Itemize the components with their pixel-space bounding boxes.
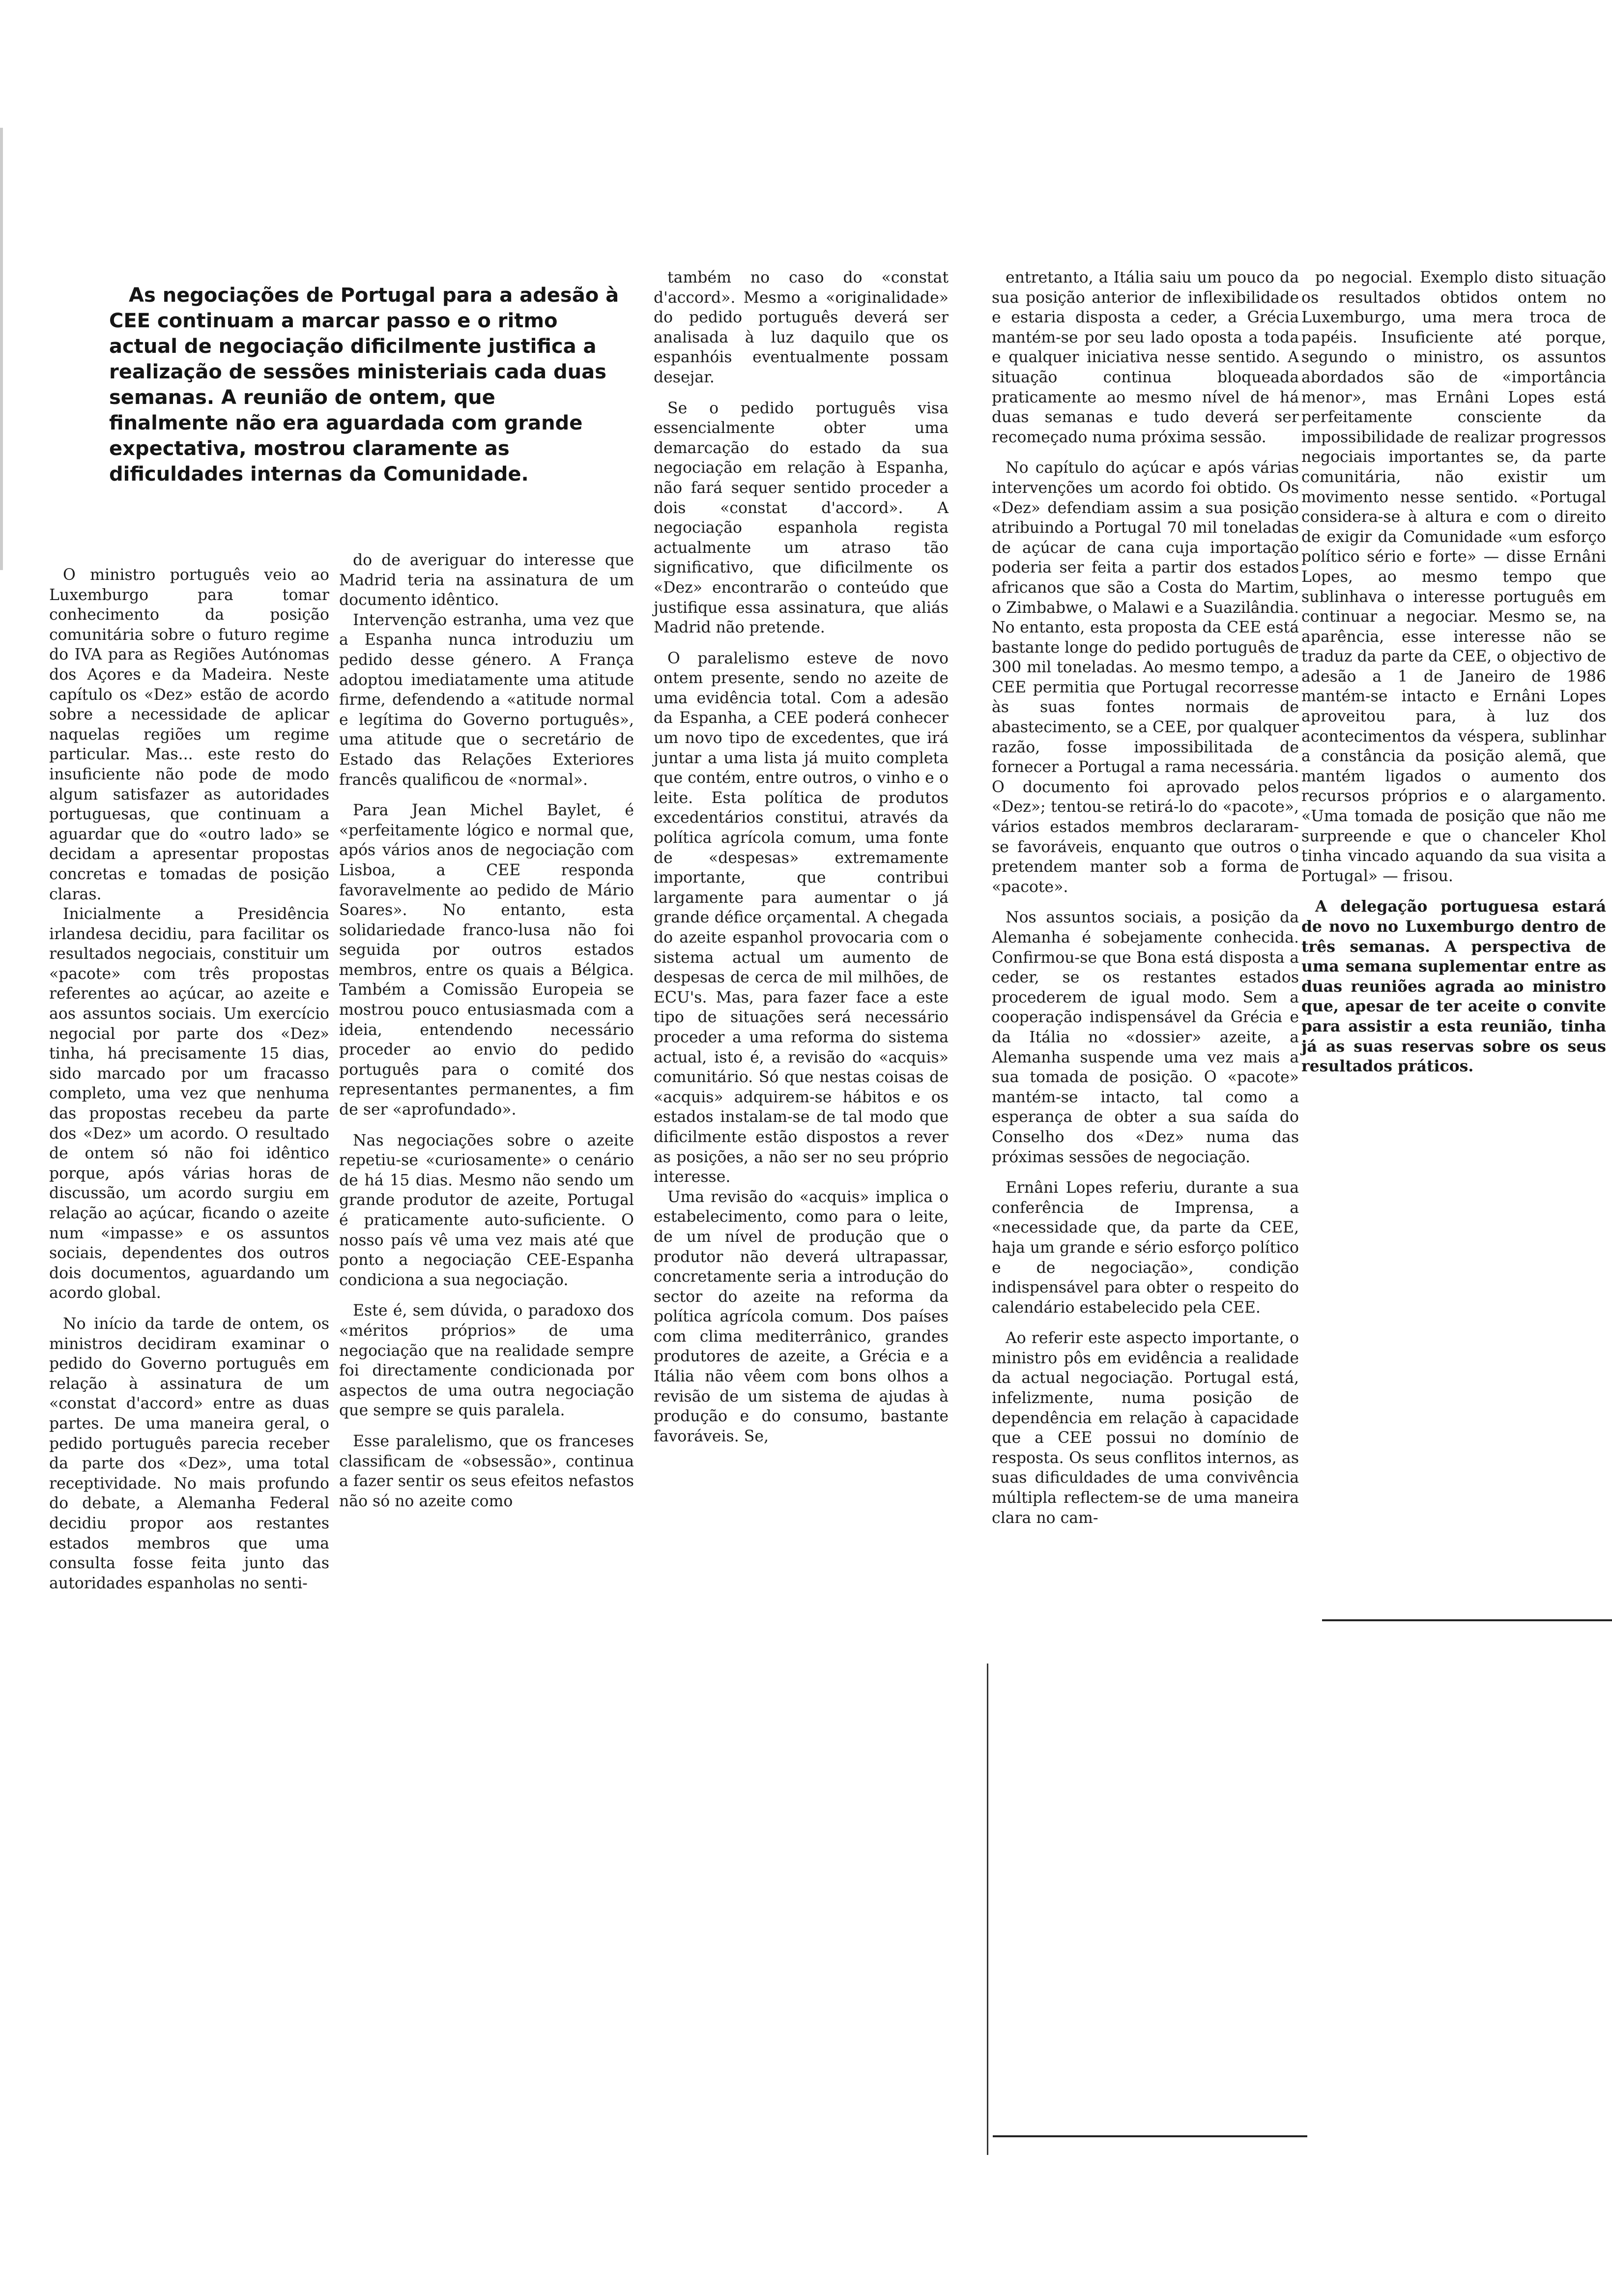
paragraph: Para Jean Michel Baylet, é «perfeitamente lógico e normal que, após vários anos de negociação com Lisboa, a CEE responda favoravelmente ao pedido de Mário Soares». No entanto, esta solidariedade franco-lusa não foi seguida por outros estados membros, entre os quais a Bélgica. Também a Comissão Europeia se mostrou pouco entusiasmada com a ideia, entendendo necessário proceder ao envio do pedido português para o comité dos representantes permanentes, a fim de ser «aprofundado». <box>339 802 634 1119</box>
paragraph: Nos assuntos sociais, a posição da Alemanha é sobejamente conhecida. Confirmou-se que Bona está disposta a ceder, se os restantes estados procederem de igual modo. Sem a cooperação indispensável da Grécia e da Itália no «dossier» azeite, a Alemanha suspende uma vez mais a sua tomada de posição. O «pacote» mantém-se intacto, tal como a esperança de obter a sua saída do Conselho dos «Dez» numa das próximas sessões de negociação. <box>992 909 1299 1166</box>
paragraph: também no caso do «constat d'accord». Mesmo a «originalidade» do pedido português deverá ser analisada à luz daquilo que os espanhóis eventualmente possam desejar. <box>654 269 949 386</box>
scan-edge-shadow <box>0 128 3 570</box>
column-rule <box>987 1664 988 2155</box>
column-1 <box>49 565 329 1593</box>
paragraph: A delegação portuguesa estará de novo no Luxemburgo dentro de três semanas. A perspectiva de uma semana suplementar entre as duas reuniões agrada ao ministro que, apesar de ter aceite o convite para assistir a esta reunião, tinha já as suas reservas sobre os seus resultados práticos. <box>1301 897 1606 1076</box>
column-4 <box>992 268 1299 1528</box>
paragraph: Inicialmente a Presidência irlandesa decidiu, para facilitar os resultados negociais, constituir um «pacote» com três propostas referentes ao açúcar, ao azeite e aos assuntos sociais. Um exercício negocial por parte dos «Dez» tinha, há precisamente 15 dias, sido marcado por um fracasso completo, uma vez que nenhuma das propostas recebeu da parte dos «Dez» um acordo. O resultado de ontem só não foi idêntico porque, após várias horas de discussão, um acordo surgiu em relação ao açúcar, ficando o azeite num «impasse» e os assuntos sociais, dependentes dos outros dois documentos, aguardando um acordo global. <box>49 905 329 1302</box>
paragraph: O paralelismo esteve de novo ontem presente, sendo no azeite de uma evidência total. Com a adesão da Espanha, a CEE poderá conhecer um novo tipo de excedentes, que irá juntar a uma lista já muito completa que contém, entre outros, o vinho e o leite. Esta política de produtos excedentários constitui, através da política agrícola comum, uma fonte de «despesas» extremamente importante, que contribui largamente para aumentar o já grande défice orçamental. A chegada do azeite espanhol provocaria com o sistema actual um aumento de despesas de cerca de mil milhões, de ECU's. Mas, para fazer face a este tipo de situações será necessário proceder a uma reforma do sistema actual, isto é, a revisão do «acquis» comunitário. Só que nestas coisas de «acquis» adquirem-se hábitos e os estados instalam-se de tal modo que dificilmente estão dispostos a rever as posições, a não ser no seu próprio interesse. <box>654 649 949 1186</box>
paragraph: do de averiguar do interesse que Madrid teria na assinatura de um documento idêntico. <box>339 551 634 609</box>
paragraph: Ao referir este aspecto importante, o ministro pôs em evidência a realidade da actual negociação. Portugal está, infelizmente, numa posição de dependência em relação à capacidade que a CEE possui no domínio de resposta. Os seus conflitos internos, as suas dificuldades de uma convivência múltipla reflectem-se de uma maneira clara no cam- <box>992 1329 1299 1527</box>
paragraph: entretanto, a Itália saiu um pouco da sua posição anterior de inflexibilidade e estaria disposta a ceder, a Grécia mantém-se por seu lado oposta a toda e qualquer iniciativa nesse sentido. A situação continua bloqueada praticamente ao mesmo nível de há duas semanas e tudo deverá ser recomeçado numa próxima sessão. <box>992 269 1299 446</box>
column-end-rule <box>1322 1619 1612 1621</box>
paragraph: po negocial. Exemplo disto situação os resultados obtidos ontem no Luxemburgo, uma mera troca de papéis. Insuficiente até porque, segundo o ministro, os assuntos abordados são de «importância menor», mas Ernâni Lopes está perfeitamente consciente da impossibilidade de realizar progressos negociais importantes se, da parte comunitária, não existir um movimento nesse sentido. «Portugal considera-se à altura e com o direito de exigir da Comunidade «um esforço político sério e forte» — disse Ernâni Lopes, ao mesmo tempo que sublinhava o interesse português em continuar a negociar. Mesmo se, na aparência, esse interesse não se traduz da parte da CEE, o objectivo de adesão a 1 de Janeiro de 1986 mantém-se intacto e Ernâni Lopes aproveitou para, à luz dos acontecimentos da véspera, sublinhar a constância da posição alemã, que mantém ligados o aumento dos recursos próprios e o alargamento. «Uma tomada de posição que não me surpreende e que o chanceler Khol tinha vincado aquando da sua visita a Portugal» — frisou. <box>1301 269 1606 885</box>
column-2 <box>339 550 634 1511</box>
paragraph: Se o pedido português visa essencialmente obter uma demarcação do estado da sua negociação em relação à Espanha, não fará sequer sentido proceder a dois «constat d'accord». A negociação espanhola regista actualmente um atraso tão significativo, que dificilmente os «Dez» encontrarão o conteúdo que justifique essa assinatura, que aliás Madrid não pretende. <box>654 399 949 637</box>
paragraph: Uma revisão do «acquis» implica o estabelecimento, como para o leite, de um nível de produção que o produtor não deverá ultrapassar, concretamente seria a introdução do sector do azeite na reforma da política agrícola comum. Dos países com clima mediterrânico, grandes produtores de azeite, a Grécia e a Itália não vêem com bons olhos a revisão de um sistema de ajudas à produção e do consumo, bastante favoráveis. Se, <box>654 1188 949 1445</box>
paragraph: O ministro português veio ao Luxemburgo para tomar conhecimento da posição comunitária sobre o futuro regime do IVA para as Regiões Autónomas dos Açores e da Madeira. Neste capítulo os «Dez» estão de acordo sobre a necessidade de aplicar naquelas regiões um regime particular. Mas... este resto do insuficiente não pode de modo algum satisfazer as autoridades portuguesas, que continuam a aguardar que do «outro lado» se decidam a apresentar propostas concretas e tomadas de posição claras. <box>49 566 329 903</box>
column-3 <box>654 268 949 1446</box>
paragraph: Nas negociações sobre o azeite repetiu-se «curiosamente» o cenário de há 15 dias. Mesmo não sendo um grande produtor de azeite, Portugal é praticamente auto-suficiente. O nosso país vê uma vez mais até que ponto a negociação CEE-Espanha condiciona a sua negociação. <box>339 1131 634 1289</box>
paragraph: No capítulo do açúcar e após várias intervenções um acordo foi obtido. Os «Dez» defendiam assim a sua posição atribuindo a Portugal 70 mil toneladas de açúcar de cana cuja importação poderia ser feita a partir dos estados africanos que são a Costa do Martim, o Zimbabwe, o Malawi e a Suazilândia. No entanto, esta proposta da CEE está bastante longe do pedido português de 300 mil toneladas. Ao mesmo tempo, a CEE permitia que Portugal recorresse às suas fontes normais de abastecimento, se a CEE, por qualquer razão, fosse impossibilitada de fornecer a Portugal a rama necessária. O documento foi aprovado pelos «Dez»; tentou-se retirá-lo do «pacote», vários estados membros declararam-se favoráveis, enquanto que outros o pretendem manter sob a forma de «pacote». <box>992 459 1299 896</box>
column-end-rule <box>993 2135 1307 2137</box>
article-lead: As negociações de Portugal para a adesão à CEE continuam a marcar passo e o ritmo actual de negociação dificilmente justifica a realização de sessões ministeriais cada duas semanas. A reunião de ontem, que finalmente não era aguardada com grande expectativa, mostrou claramente as dificuldades internas da Comunidade. <box>109 284 619 486</box>
paragraph: Ernâni Lopes referiu, durante a sua conferência de Imprensa, a «necessidade que, da parte da CEE, haja um grande e sério esforço político e de negociação», condição indispensável para obter o respeito do calendário estabelecido pela CEE. <box>992 1179 1299 1317</box>
column-5 <box>1301 268 1606 1077</box>
paragraph: Esse paralelismo, que os franceses classificam de «obsessão», continua a fazer sentir os seus efeitos nefastos não só no azeite como <box>339 1432 634 1510</box>
paragraph: No início da tarde de ontem, os ministros decidiram examinar o pedido do Governo português em relação à assinatura de um «constat d'accord» entre as duas partes. De uma maneira geral, o pedido português parecia receber da parte dos «Dez», uma total receptividade. No mais profundo do debate, a Alemanha Federal decidiu propor aos restantes estados membros que uma consulta fosse feita junto das autoridades espanholas no senti- <box>49 1315 329 1592</box>
paragraph: Este é, sem dúvida, o paradoxo dos «méritos próprios» de uma negociação que na realidade sempre foi directamente condicionada por aspectos de uma outra negociação que sempre se quis paralela. <box>339 1302 634 1420</box>
paragraph: Intervenção estranha, uma vez que a Espanha nunca introduziu um pedido desse género. A França adoptou imediatamente uma atitude firme, defendendo a «atitude normal e legítima do Governo português», uma atitude que o secretário de Estado das Relações Exteriores francês qualificou de «normal». <box>339 611 634 789</box>
